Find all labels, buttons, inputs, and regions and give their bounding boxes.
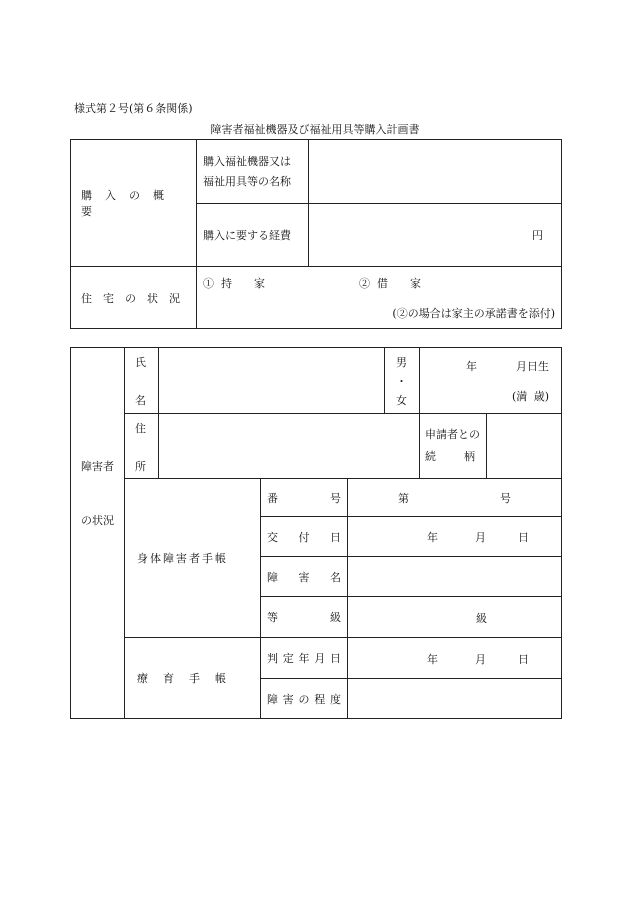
disability-certificate-label: 身体障害者手帳 <box>125 479 261 638</box>
sex-male[interactable]: 男 <box>396 356 408 369</box>
ryoiku-notebook-label: 療 育 手 帳 <box>125 638 261 719</box>
judge-date-label: 判 定 年 月 日 <box>261 638 348 679</box>
issue-date-field[interactable]: 年 月 日 <box>348 517 562 557</box>
form-number: 様式第２号(第６条関係) <box>74 102 193 115</box>
disabled-status-table <box>70 347 562 719</box>
relation-field[interactable] <box>487 414 562 479</box>
relation-label: 申請者との 続 柄 <box>420 414 487 479</box>
disability-degree-field[interactable] <box>348 679 562 719</box>
purchase-overview-label: 購 入 の 概 要 <box>71 140 197 267</box>
equipment-name-label: 購入福祉機器又は 福祉用具等の名称 <box>197 140 309 204</box>
form-title: 障害者福祉機器及び福祉用具等購入計画書 <box>210 123 420 136</box>
disability-degree-label: 障 害 の 程 度 <box>261 679 348 719</box>
housing-options <box>197 267 562 329</box>
yen-unit: 円 <box>532 229 543 242</box>
address-label: 住 所 <box>125 414 159 479</box>
certificate-number-field[interactable]: 第 号 <box>348 479 562 517</box>
disability-name-label: 障 害 名 <box>261 557 348 597</box>
certificate-number-label: 番 号 <box>261 479 348 517</box>
cost-label: 購入に要する経費 <box>197 204 309 267</box>
cost-field[interactable] <box>309 204 562 267</box>
rented-house-option[interactable]: ② 借 家 <box>359 277 421 290</box>
birthdate-field[interactable]: 年 月 日生 (満 歳) <box>420 348 562 414</box>
disabled-status-label-continued <box>71 638 125 679</box>
housing-label: 住 宅 の 状 況 <box>71 267 197 329</box>
judge-date-field[interactable]: 年 月 日 <box>348 638 562 679</box>
name-field[interactable] <box>159 348 385 414</box>
landlord-consent-note: (②の場合は家主の承諾書を添付) <box>392 307 555 320</box>
sex-female[interactable]: 女 <box>396 394 408 407</box>
grade-field[interactable]: 級 <box>348 597 562 638</box>
purchase-table <box>70 139 562 329</box>
equipment-name-field[interactable] <box>309 140 562 204</box>
address-field[interactable] <box>159 414 420 479</box>
disabled-status-label: 障害者 の状況 <box>71 348 125 638</box>
disability-name-field[interactable] <box>348 557 562 597</box>
name-label: 氏 名 <box>125 348 159 414</box>
issue-date-label: 交 付 日 <box>261 517 348 557</box>
disabled-status-label-end <box>71 679 125 719</box>
sex-selector[interactable]: 男 ・ 女 <box>385 348 420 414</box>
grade-label: 等 級 <box>261 597 348 638</box>
owned-house-option[interactable]: ① 持 家 <box>203 277 265 290</box>
